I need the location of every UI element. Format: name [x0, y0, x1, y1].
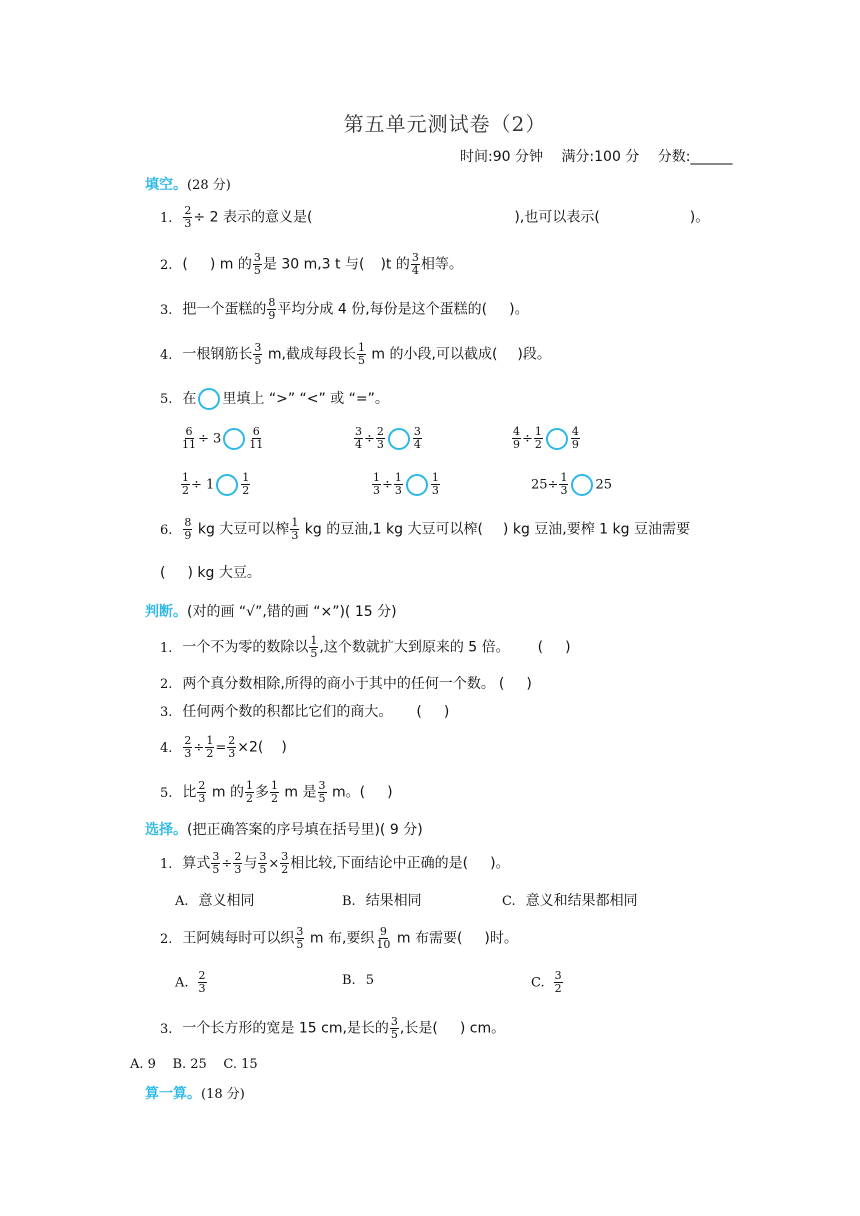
answer-circle[interactable]	[546, 428, 568, 450]
fill-q2: 2. ( ) m 的 $\frac{3}{5}$ 是 30 m,3 t 与( )t 的 $\frac{3}{4}$ 相等。	[160, 251, 463, 277]
full-score: 满分:100 分	[561, 149, 640, 165]
fill-q3: 3. 把一个蛋糕的 $\frac{8}{9}$ 平均分成 4 份,每份是这个蛋糕的( )。	[160, 296, 529, 322]
choice-option[interactable]: A. $\frac{2}{3}$	[175, 969, 206, 995]
compare-item: 25÷ $\frac{1}{3}$ 25	[531, 471, 612, 497]
judge-q2: 2. 两个真分数相除,所得的商小于其中的任何一个数。 ( )	[160, 676, 532, 692]
section-choice-heading: 选择。(把正确答案的序号填在括号里)( 9 分)	[145, 822, 423, 838]
fill-q5: 5. 在 里填上 “>” “<” 或 “=”。	[160, 388, 389, 410]
compare-item: $\frac{6}{11}$ ÷ 3 $\frac{6}{11}$	[182, 425, 264, 451]
answer-circle[interactable]	[223, 428, 245, 450]
compare-item: $\frac{1}{2}$ ÷ 1 $\frac{1}{2}$	[182, 471, 250, 497]
exam-meta	[460, 146, 747, 166]
choice-option[interactable]: B. 5	[342, 973, 374, 988]
judge-q4: 4. $\frac{2}{3}$ ÷ $\frac{1}{2}$ = $\frac{2}{3}$ ×2( )	[160, 734, 287, 760]
compare-item: $\frac{4}{9}$ ÷ $\frac{1}{2}$ $\frac{4}{9}$	[513, 425, 579, 451]
judge-q1: 1. 一个不为零的数除以 $\frac{1}{5}$ ,这个数就扩大到原来的 5 倍。 ( )	[160, 634, 571, 660]
judge-q5: 5. 比 $\frac{2}{3}$ m 的 $\frac{1}{2}$ 多 $\frac{1}{2}$ m 是 $\frac{3}{5}$ m。( )	[160, 779, 393, 805]
choice-q3: 3. 一个长方形的宽是 15 cm,是长的 $\frac{3}{5}$ ,长是( ) cm。	[160, 1015, 506, 1041]
choice-option[interactable]: A. 意义相同	[175, 893, 255, 909]
choice-option[interactable]: B. 结果相同	[342, 893, 422, 909]
time-limit: 时间:90 分钟	[460, 149, 543, 165]
page-title: 第五单元测试卷（2）	[343, 112, 547, 136]
answer-circle[interactable]	[406, 474, 428, 496]
choice-q2: 2. 王阿姨每时可以织 $\frac{3}{5}$ m 布,要织 $\frac{9}{10}$ m 布需要( )时。	[160, 925, 518, 951]
fill-q6: 6. $\frac{8}{9}$ kg 大豆可以榨 $\frac{1}{3}$ kg 的豆油,1 kg 大豆可以榨( ) kg 豆油,要榨 1 kg 豆油需要	[160, 516, 690, 542]
answer-circle[interactable]	[388, 428, 410, 450]
section-judge-heading: 判断。(对的画 “√”,错的画 “×”)( 15 分)	[145, 604, 397, 620]
answer-circle[interactable]	[216, 474, 238, 496]
choice-option[interactable]: C. 意义和结果都相同	[502, 893, 638, 909]
fill-q1: 1. $\frac{2}{3}$ ÷ 2 表示的意义是( ),也可以表示( )。	[160, 204, 710, 230]
choice-option[interactable]: C. $\frac{3}{2}$	[531, 969, 562, 995]
fill-q4: 4. 一根钢筋长 $\frac{3}{5}$ m,截成每段长 $\frac{1}{5}$ m 的小段,可以截成( )段。	[160, 341, 551, 367]
section-fill-heading: 填空。(28 分)	[145, 177, 231, 193]
score-field: 分数:______	[657, 149, 733, 165]
judge-q3: 3. 任何两个数的积都比它们的商大。 ( )	[160, 704, 450, 720]
choice-q1: 1. 算式 $\frac{3}{5}$ ÷ $\frac{2}{3}$ 与 $\frac{3}{5}$ × $\frac{3}{2}$ 相比较,下面结论中正确的是( )。	[160, 850, 510, 876]
fraction: $\frac{2}{3}$	[184, 204, 192, 230]
choice-q3-options[interactable]: A. 9 B. 25 C. 15	[130, 1057, 258, 1072]
answer-circle	[198, 388, 220, 410]
section-calc-heading: 算一算。(18 分)	[145, 1086, 245, 1102]
answer-circle[interactable]	[571, 474, 593, 496]
compare-item: $\frac{3}{4}$ ÷ $\frac{2}{3}$ $\frac{3}{4}$	[355, 425, 421, 451]
fill-q6-cont: ( ) kg 大豆。	[160, 565, 261, 581]
compare-item: $\frac{1}{3}$ ÷ $\frac{1}{3}$ $\frac{1}{3}$	[373, 471, 439, 497]
